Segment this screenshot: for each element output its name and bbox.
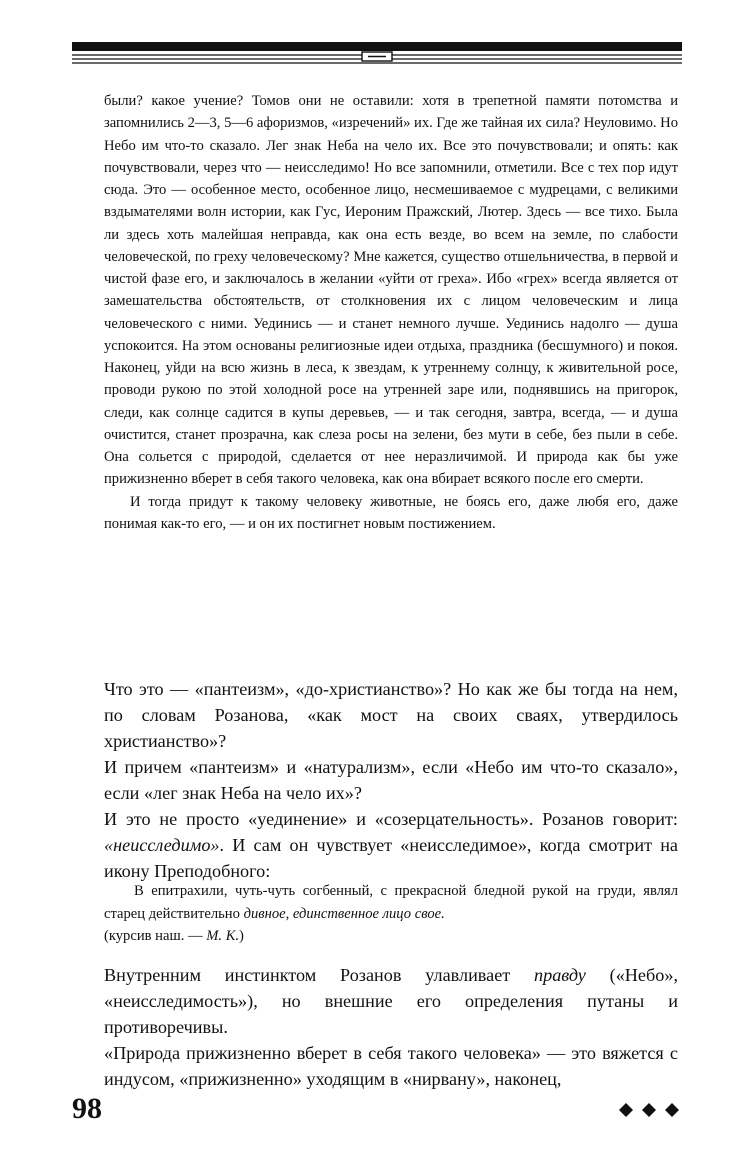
text-paragraph: «Природа прижизненно вберет в себя такого человека» — это вяжется с индусом, «прижизненно» уходящим в «нирвану», наконец, — [104, 1043, 678, 1089]
main-text — [104, 676, 678, 884]
text-run: ) — [239, 928, 244, 944]
text-paragraph: Что это — «пантеизм», «до-христианство»? Но как же бы тогда на нем, по словам Розанова, «как мост на своих сваях, утвердилось христианство»? — [104, 679, 678, 751]
text-run: В епитрахили, чуть-чуть согбенный, с прекрасной бледной рукой на груди, являл старец действительно — [104, 883, 678, 922]
text-run: И это не просто «уединение» и «созерцательность». Розанов говорит: — [104, 809, 678, 829]
text-run: («Небо», «неисследимость»), но внешние его определения путаны и противоречивы. — [104, 965, 678, 1037]
diamond-ornament-icon — [618, 1102, 680, 1118]
italic-emphasis: правду — [534, 965, 586, 985]
text-paragraph — [104, 962, 678, 1040]
main-text — [104, 962, 678, 1092]
page-number: 98 — [72, 1092, 102, 1125]
quote-paragraph: были? какое учение? Томов они не оставили: хотя в трепетной памяти потомства и запомнились 2—3, 5—6 афоризмов, «изречений» их. Где же тайная их сила? Неуловимо. Но Небо им что-то сказало. Лег знак Неба на чело их. Все это почувствовали; и опять: как почувствовали, через что — неисследимо! Но все запомнили, отметили. Все с тех пор идут сюда. Это — особенное место, особенное лицо, несмешиваемое с мудрецами, с великими вздымателями волн истории, как Гус, Иероним Пражский, Лютер. Здесь — все тихо. Была ли здесь хоть малейшая неправда, как она есть везде, во всем на земле, по слабости человеческой, по греху человеческому? Мне кажется, существо отшельничества, в первой и чистой фазе его, и заключалось в желании «уйти от греха». Ибо «грех» всегда является от замешательства обстоятельств, от столкновения их с лицом человеческим и лица человеческого с ними. Уединись — и станет немного лучше. Уединись надолго — душа успокоится. На этом основаны религиозные идеи отдыха, праздника (бесшумного) и покоя. Наконец, уйди на всю жизнь в леса, к звездам, к утреннему солнцу, к живительной росе, проводи рукою по этой холодной росе на утренней заре или, поднявшись на пригорок, следи, как солнце садится в купы деревьев, — и так сегодня, завтра, всегда, — и душа очистится, станет прозрачна, как слеза росы на зелени, без мути в себе, без пыли в себе. Она сольется с природой, сделается от нее неразличимой. И природа как бы уже прижизненно вберет в себя такого человека, как она вбирает всякого после его смерти. — [104, 93, 679, 488]
italic-emphasis: дивное, единственное лицо свое. — [243, 905, 445, 922]
text-run: Внутренним инстинктом Розанов улавливает — [104, 965, 535, 985]
italic-emphasis: «неисследимо» — [104, 835, 220, 855]
block-quote — [104, 90, 678, 535]
italic-emphasis: М. К. — [206, 928, 240, 944]
quote-paragraph — [104, 880, 678, 948]
text-run: . И сам он чувствует «неисследимое», когда смотрит на икону Преподобного: — [104, 835, 678, 881]
quote-paragraph: И тогда придут к такому человеку животные, не боясь его, даже любя его, даже понимая как-то его, — и он их постигнет новым постижением. — [104, 493, 678, 532]
header-rule — [72, 40, 682, 68]
text-paragraph: И причем «пантеизм» и «натурализм», если «Небо им что-то сказало», если «лег знак Неба на чело их»? — [104, 757, 678, 803]
text-paragraph — [104, 806, 678, 884]
text-run: (курсив наш. — — [104, 928, 207, 944]
block-quote-icon-description — [104, 880, 678, 948]
